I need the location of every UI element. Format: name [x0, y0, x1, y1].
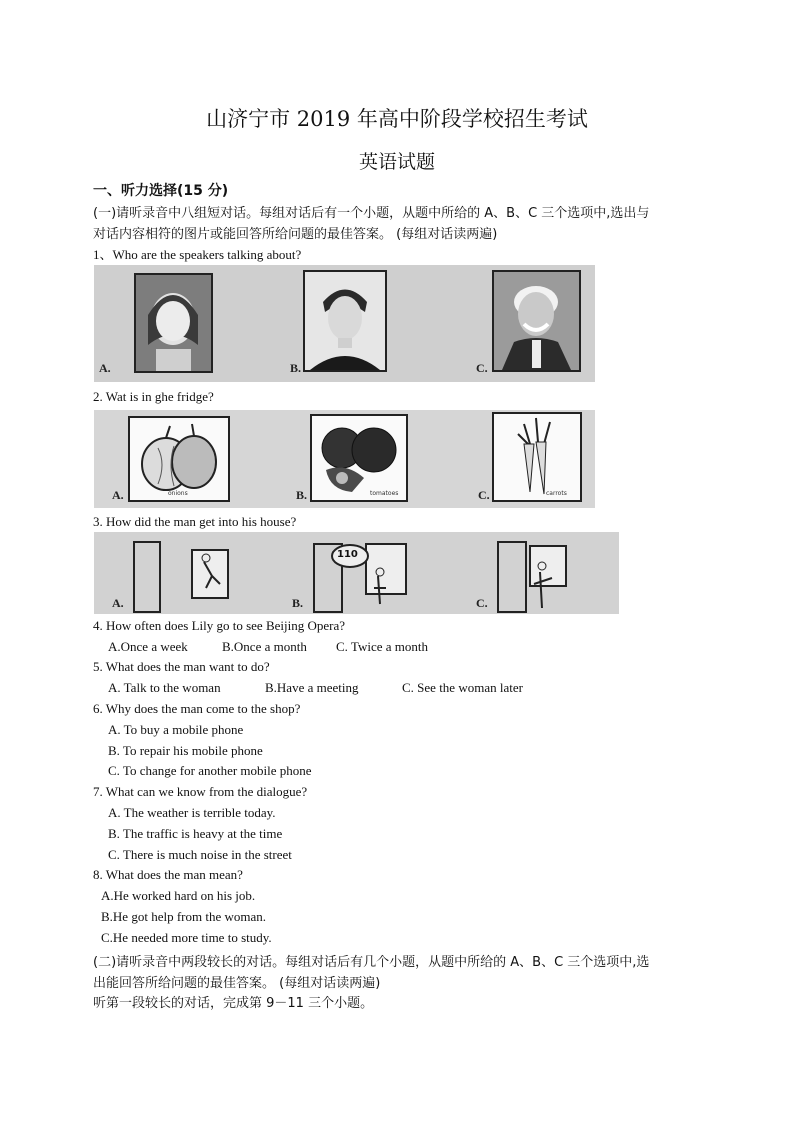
- answer-label: C.: [476, 596, 488, 610]
- answer-label: B.: [292, 596, 304, 610]
- question-stem: 4. How often does Lily go to see Beijing Opera?: [93, 618, 345, 633]
- question-stem: 7. What can we know from the dialogue?: [93, 784, 308, 799]
- instruction-line: (二)请听录音中两段较长的对话。每组对话后有几个小题，从题中所给的 A、B、C 三个选项中,选: [93, 955, 650, 970]
- option-a[interactable]: A. Talk to the woman: [108, 680, 221, 695]
- photo-girl: [134, 273, 213, 373]
- option-c[interactable]: C. To change for another mobile phone: [108, 763, 312, 778]
- onion-icon: [130, 418, 228, 500]
- option-b[interactable]: B.Have a meeting: [265, 680, 359, 695]
- house-scenes-icon: [94, 532, 619, 614]
- tomato-icon: [312, 416, 406, 500]
- answer-label: A.: [99, 361, 111, 375]
- option-row: [108, 639, 428, 655]
- picture-carrots: [492, 412, 582, 502]
- instruction-line: (一)请听录音中八组短对话。每组对话后有一个小题，从题中所给的 A、B、C 三个选项中,选出与: [93, 206, 650, 221]
- picture-caption: carrots: [546, 490, 567, 497]
- girl-portrait-icon: [136, 275, 211, 371]
- picture-strip-q2: [94, 410, 595, 508]
- instruction-line: 听第一段较长的对话，完成第 9－11 三个小题。: [93, 996, 374, 1011]
- answer-label: B.: [296, 488, 308, 502]
- answer-label: C.: [478, 488, 490, 502]
- page-title: 山济宁市 2019 年高中阶段学校招生考试: [206, 107, 588, 131]
- instruction-line: 对话内容相符的图片或能回答所给问题的最佳答案。 (每组对话读两遍): [93, 227, 498, 242]
- picture-onions: [128, 416, 230, 502]
- question-stem: 1、Who are the speakers talking about?: [93, 247, 302, 262]
- section-heading: 一、听力选择(15 分): [93, 183, 229, 199]
- answer-label: C.: [476, 361, 488, 375]
- picture-tomatoes: [310, 414, 408, 502]
- picture-strip-q1: [94, 265, 595, 382]
- page-subtitle: 英语试题: [358, 151, 435, 173]
- option-a[interactable]: A. To buy a mobile phone: [108, 722, 244, 737]
- picture-strip-q3: [94, 532, 619, 614]
- question-stem: 5. What does the man want to do?: [93, 659, 270, 674]
- option-c[interactable]: C.He needed more time to study.: [101, 930, 272, 945]
- option-b[interactable]: B. To repair his mobile phone: [108, 743, 263, 758]
- option-b[interactable]: B.He got help from the woman.: [101, 909, 266, 924]
- option-c[interactable]: C. There is much noise in the street: [108, 847, 292, 862]
- photo-old-man: [492, 270, 581, 372]
- question-stem: 2. Wat is in ghe fridge?: [93, 389, 214, 404]
- carrot-icon: [494, 414, 580, 500]
- police-sign-number: 110: [337, 549, 358, 560]
- option-c[interactable]: C. Twice a month: [336, 639, 429, 654]
- option-a[interactable]: A.He worked hard on his job.: [101, 888, 256, 903]
- question-stem: 3. How did the man get into his house?: [93, 514, 297, 529]
- photo-young-man: [303, 270, 387, 372]
- option-b[interactable]: B.Once a month: [222, 639, 307, 654]
- old-man-portrait-icon: [494, 272, 579, 370]
- instruction-line: 出能回答所给问题的最佳答案。 (每组对话读两遍): [93, 976, 381, 991]
- picture-caption: onions: [168, 490, 188, 497]
- question-stem: 6. Why does the man come to the shop?: [93, 701, 301, 716]
- young-man-portrait-icon: [305, 272, 385, 370]
- question-stem: 8. What does the man mean?: [93, 867, 243, 882]
- option-row: [108, 680, 523, 696]
- picture-caption: tomatoes: [370, 490, 399, 497]
- answer-label: A.: [112, 596, 124, 610]
- option-a[interactable]: A.Once a week: [108, 639, 188, 654]
- option-a[interactable]: A. The weather is terrible today.: [108, 805, 276, 820]
- option-b[interactable]: B. The traffic is heavy at the time: [108, 826, 283, 841]
- answer-label: B.: [290, 361, 302, 375]
- answer-label: A.: [112, 488, 124, 502]
- option-c[interactable]: C. See the woman later: [402, 680, 523, 695]
